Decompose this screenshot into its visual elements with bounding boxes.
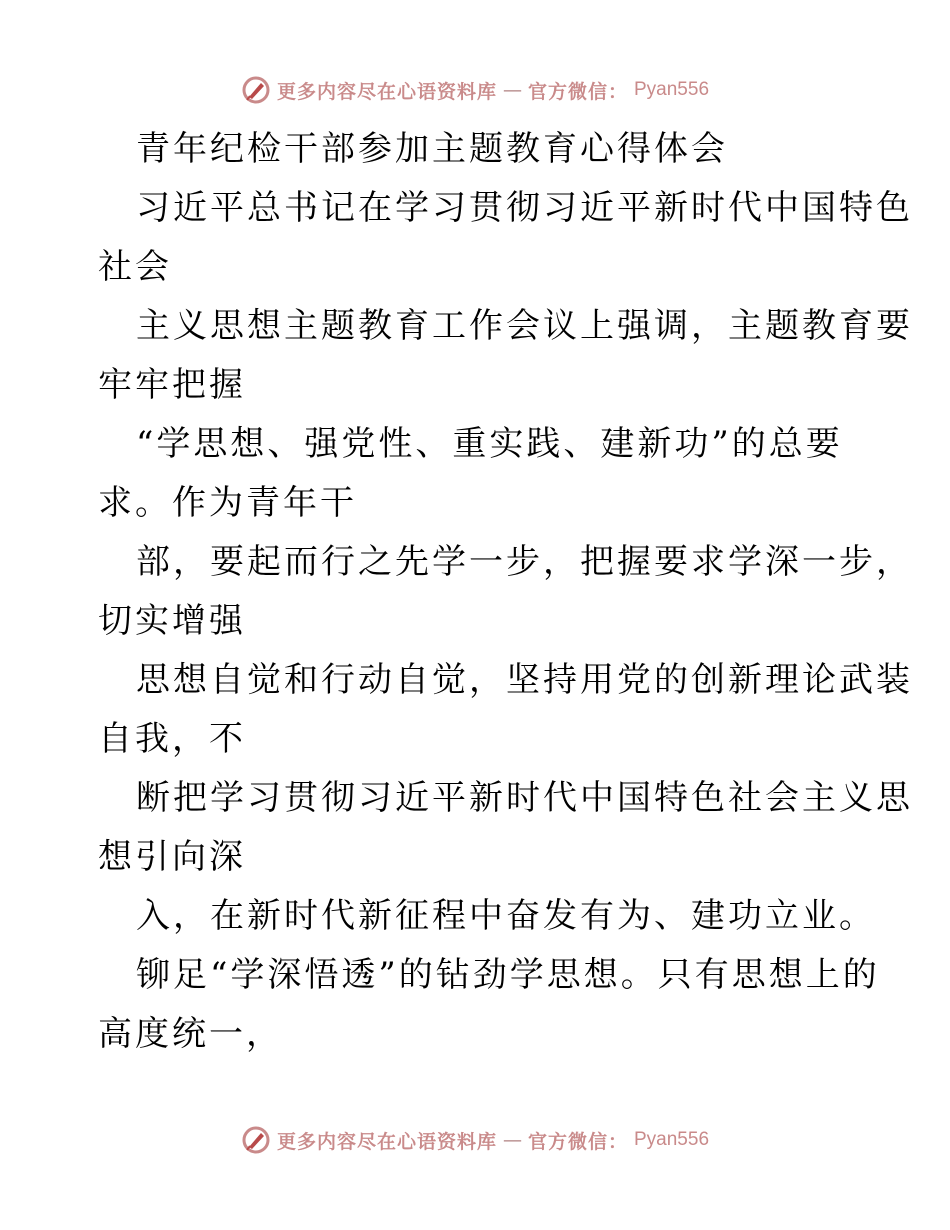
quill-logo-icon xyxy=(241,75,271,105)
watermark-id: Pyan556 xyxy=(634,79,710,100)
document-title: 青年纪检干部参加主题教育心得体会 xyxy=(136,129,728,169)
paragraph-line: 牢牢把握 xyxy=(98,365,246,405)
paragraph-line: “学思想、强党性、重实践、建新功”的总要 xyxy=(136,424,843,464)
paragraph-line: 思想自觉和行动自觉，坚持用党的创新理论武装 xyxy=(136,660,913,700)
watermark-contact: 官方微信： xyxy=(527,1130,628,1153)
paragraph-line: 入，在新时代新征程中奋发有为、建功立业。 xyxy=(136,896,876,936)
paragraph-line: 主义思想主题教育工作会议上强调，主题教育要 xyxy=(136,306,913,346)
paragraph-line: 切实增强 xyxy=(98,601,246,641)
paragraph-line: 想引向深 xyxy=(98,837,246,877)
document-body xyxy=(98,120,913,1064)
watermark-separator: — xyxy=(502,1129,522,1151)
watermark-text: 更多内容尽在心语资料库 xyxy=(276,80,497,103)
watermark-separator: — xyxy=(502,79,522,101)
paragraph-line: 社会 xyxy=(98,247,172,287)
footer-watermark xyxy=(0,1120,950,1160)
watermark-contact: 官方微信： xyxy=(527,80,628,103)
watermark-text: 更多内容尽在心语资料库 xyxy=(276,1130,497,1153)
quill-logo-icon xyxy=(241,1125,271,1155)
paragraph-line: 习近平总书记在学习贯彻习近平新时代中国特色 xyxy=(136,188,913,228)
paragraph-line: 铆足“学深悟透”的钻劲学思想。只有思想上的 xyxy=(136,955,880,995)
watermark-id: Pyan556 xyxy=(634,1129,710,1150)
paragraph-line: 部，要起而行之先学一步，把握要求学深一步， xyxy=(136,542,913,582)
header-watermark xyxy=(0,70,950,110)
paragraph-line: 高度统一， xyxy=(98,1014,283,1054)
paragraph-line: 断把学习贯彻习近平新时代中国特色社会主义思 xyxy=(136,778,913,818)
paragraph-line: 自我，不 xyxy=(98,719,246,759)
paragraph-line: 求。作为青年干 xyxy=(98,483,357,523)
